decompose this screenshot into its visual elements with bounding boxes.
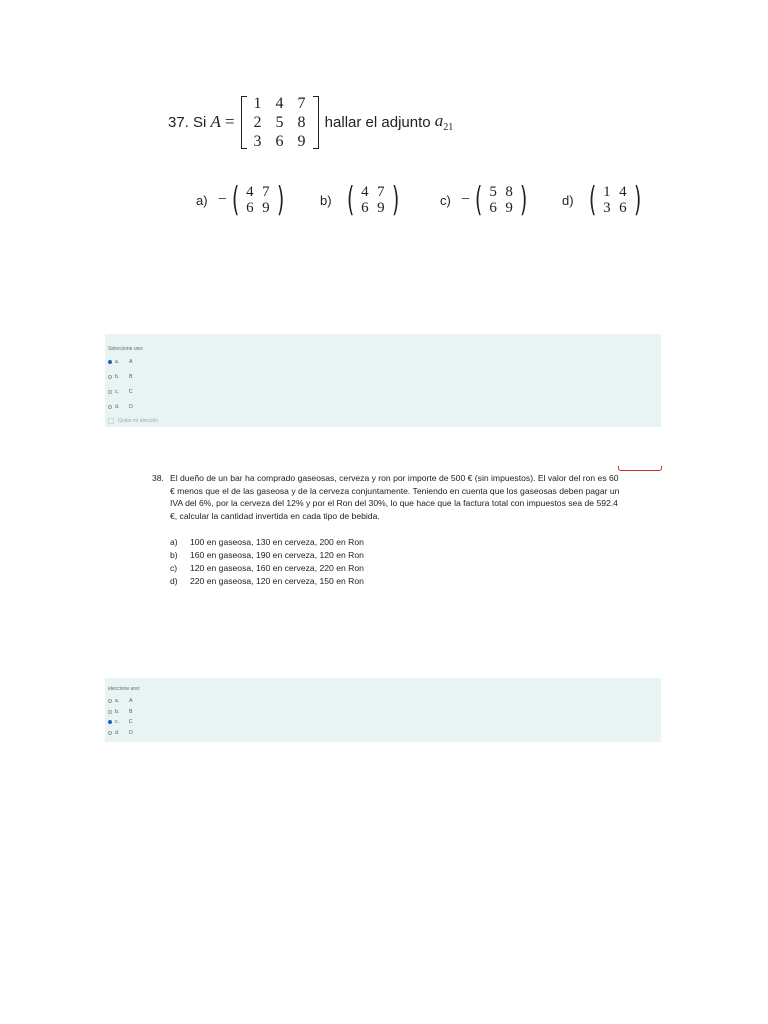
select-one-label: eleccione uno:	[108, 686, 141, 692]
radio-button[interactable]	[108, 710, 112, 714]
option-letter: c.	[115, 389, 119, 395]
q37-option-c	[440, 182, 530, 218]
option-text: C	[128, 389, 133, 395]
option-label: d)	[170, 576, 178, 586]
matrix-cell: 4	[361, 184, 369, 200]
question-38-line: IVA del 6%, por la cerveza del 12% y por el Ron del 30%, lo que hace que la factura total con impuestos sea de 592.4	[170, 498, 618, 509]
matrix-cell: 4	[619, 184, 627, 200]
matrix-cell: 3	[603, 200, 611, 216]
matrix-cell: 5	[489, 184, 497, 200]
option-text: 220 en gaseosa, 120 en cerveza, 150 en Ron	[190, 576, 364, 586]
select-one-label: Seleccione uno:	[108, 346, 144, 352]
matrix-cell: 6	[275, 132, 284, 150]
matrix-cell: 8	[297, 113, 306, 131]
answer-option-c[interactable]	[108, 718, 133, 726]
option-text: A	[129, 359, 133, 365]
option-matrix: ( 4 7 6 9 )	[346, 180, 400, 220]
question-38-line: € menos que el de las gaseosa y de la cerveza conjuntamente. Teniendo en cuenta que los gaseosas deben pagar un	[170, 485, 620, 496]
matrix-cell: 1	[253, 94, 262, 112]
answer-box-37	[105, 334, 661, 427]
option-sign: −	[217, 191, 227, 208]
option-letter: a.	[115, 698, 120, 704]
option-text: B	[129, 374, 133, 380]
matrix-a	[241, 94, 319, 151]
answer-option-b[interactable]	[108, 373, 133, 381]
question-38-options	[170, 536, 364, 588]
q38-option-d	[170, 575, 364, 588]
question-37-prefix: 37. Si	[168, 113, 211, 131]
option-sign: −	[460, 191, 470, 208]
option-text: A	[129, 698, 133, 704]
q37-option-a	[196, 182, 287, 218]
option-label: b)	[320, 192, 332, 208]
radio-button[interactable]	[108, 390, 112, 394]
question-37-suffix: hallar el adjunto	[320, 113, 435, 131]
option-label: d)	[562, 192, 574, 208]
matrix-variable: A	[210, 112, 221, 131]
option-matrix: ( 4 7 6 9 )	[231, 180, 285, 220]
question-38-line: El dueño de un bar ha comprado gaseosas, cerveza y ron por importe de 500 € (sin impuestos). El valor del ron es 60	[170, 473, 619, 483]
option-text: D	[129, 404, 133, 410]
question-37-statement	[168, 92, 453, 152]
option-text: 160 en gaseosa, 190 en cerveza, 120 en Ron	[190, 550, 364, 560]
answer-option-a[interactable]	[108, 358, 133, 366]
option-text: 120 en gaseosa, 160 en cerveza, 220 en Ron	[190, 563, 364, 573]
matrix-cell: 6	[361, 200, 369, 216]
matrix-cell: 8	[505, 184, 513, 200]
option-letter: d.	[115, 404, 120, 410]
radio-button[interactable]	[108, 405, 112, 409]
matrix-cell: 4	[246, 184, 254, 200]
adjunct-letter: a	[434, 111, 444, 130]
option-matrix: ( 5 8 6 9 )	[474, 180, 528, 220]
matrix-cell: 4	[275, 94, 284, 112]
matrix-cell: 5	[275, 113, 284, 131]
radio-button[interactable]	[108, 731, 112, 735]
option-text: C	[128, 719, 133, 725]
matrix-cell: 7	[377, 184, 385, 200]
option-letter: c.	[115, 719, 119, 725]
equals-sign: =	[224, 112, 235, 131]
option-label: c)	[170, 563, 178, 573]
matrix-cell: 3	[253, 132, 262, 150]
question-number: 38.	[152, 473, 164, 483]
option-matrix: ( 1 4 3 6 )	[588, 180, 642, 220]
option-letter: b.	[115, 709, 120, 715]
matrix-cell: 1	[603, 184, 611, 200]
answer-box-38	[105, 678, 661, 742]
question-38-line: €, calcular la cantidad invertida en cada tipo de bebida.	[170, 510, 380, 521]
matrix-cell: 9	[297, 132, 306, 150]
matrix-cell: 2	[253, 113, 262, 131]
radio-button[interactable]	[108, 375, 112, 379]
radio-button[interactable]	[108, 360, 112, 364]
matrix-cell: 9	[377, 200, 385, 216]
radio-button[interactable]	[108, 699, 112, 703]
matrix-cell: 7	[262, 184, 270, 200]
option-text: 100 en gaseosa, 130 en cerveza, 200 en Ron	[190, 537, 364, 547]
adjunct-subscript: 21	[443, 122, 454, 133]
q38-option-a	[170, 536, 364, 549]
option-letter: b.	[115, 374, 120, 380]
option-letter: d.	[115, 730, 120, 736]
q38-option-c	[170, 562, 364, 575]
matrix-cell: 6	[246, 200, 254, 216]
matrix-cell: 6	[489, 200, 497, 216]
answer-option-a[interactable]	[108, 697, 133, 705]
matrix-cell: 9	[505, 200, 513, 216]
answer-option-c[interactable]	[108, 388, 133, 396]
option-label: a)	[170, 537, 178, 547]
option-letter: a.	[115, 359, 120, 365]
question-37-options	[196, 182, 646, 218]
answer-option-b[interactable]	[108, 708, 133, 716]
option-label: b)	[170, 550, 178, 560]
answer-option-d[interactable]	[108, 403, 133, 411]
matrix-cell: 6	[619, 200, 627, 216]
option-text: D	[129, 730, 133, 736]
answer-option-d[interactable]	[108, 729, 133, 737]
q37-option-b	[320, 182, 402, 218]
option-text: B	[129, 709, 133, 715]
q38-option-b	[170, 549, 364, 562]
clear-selection-label: Quitar mi elección	[118, 418, 159, 424]
q37-option-d	[562, 182, 644, 218]
option-label: a)	[196, 192, 208, 208]
matrix-cell: 9	[262, 200, 270, 216]
red-underline-mark	[618, 466, 662, 471]
radio-button[interactable]	[108, 720, 112, 724]
matrix-cell: 7	[297, 94, 306, 112]
adjunct-symbol	[435, 111, 454, 133]
option-label: c)	[440, 192, 451, 208]
clear-selection-link[interactable]	[108, 418, 158, 424]
